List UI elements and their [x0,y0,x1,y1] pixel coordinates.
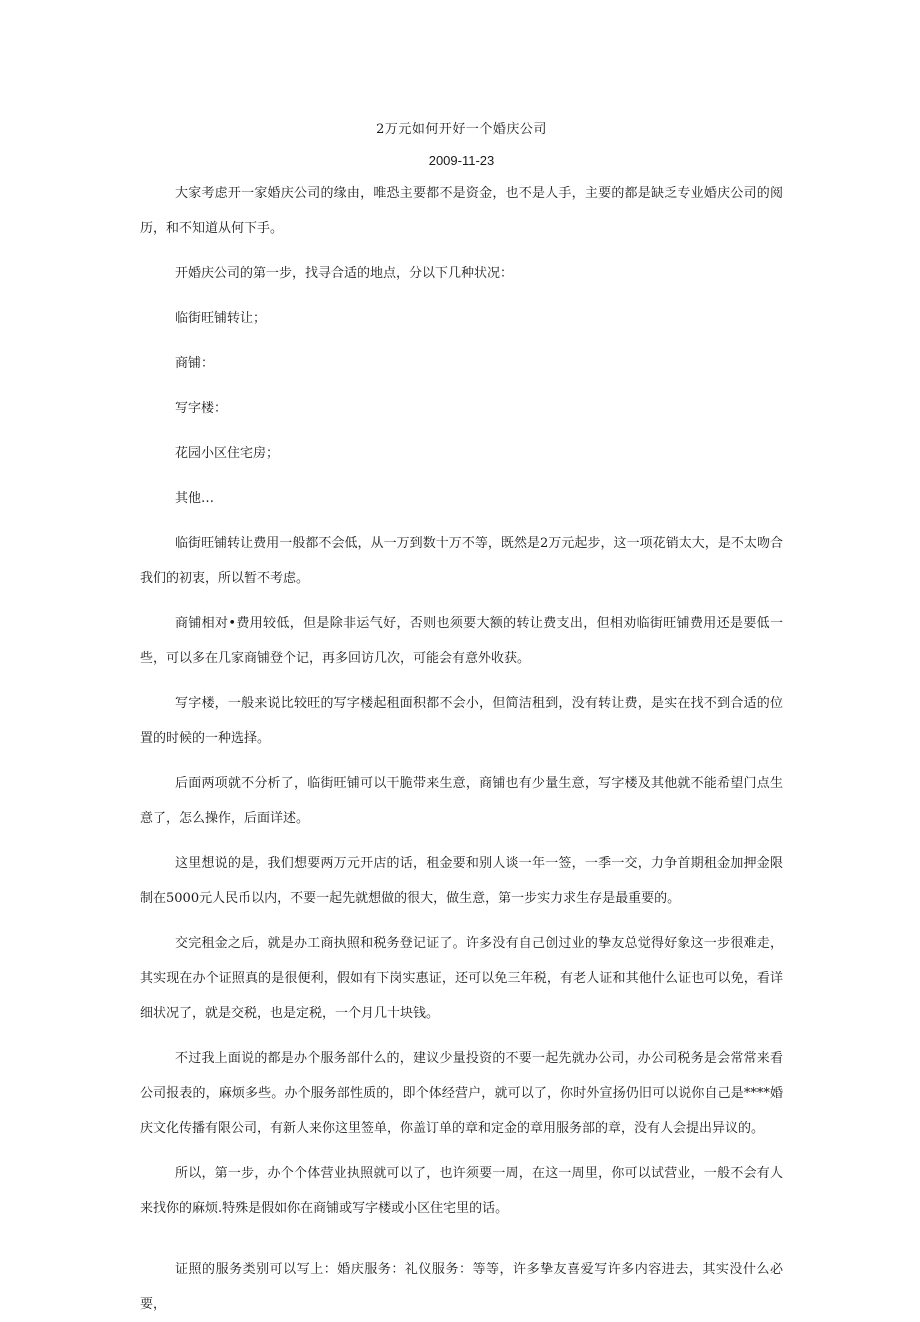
paragraph-rent: 这里想说的是，我们想要两万元开店的话，租金要和别人谈一年一签，一季一交，力争首期租金加押金限制在5000元人民币以内，不要一起先就想做的很大，做生意，第一步实力求生存是最重要的。 [140,856,783,906]
document-title: 2万元如何开好一个婚庆公司 [376,122,547,137]
document-page [140,118,783,1322]
paragraph-step-one: 开婚庆公司的第一步，找寻合适的地点，分以下几种状况： [175,266,514,281]
paragraph-service-category: 证照的服务类别可以写上：婚庆服务：礼仪服务：等等，许多挚友喜爱写许多内容进去，其实没什么必要， [140,1262,783,1312]
list-item-street-shop: 临街旺铺转让； [175,311,267,326]
paragraph-intro: 大家考虑开一家婚庆公司的缘由，唯恐主要都不是资金，也不是人手，主要的都是缺乏专业婚庆公司的阅历，和不知道从何下手。 [140,186,783,236]
document-date: 2009-11-23 [428,153,495,168]
paragraph-office: 写字楼，一般来说比较旺的写字楼起租面积都不会小，但简洁租到，没有转让费，是实在找不到合适的位置的时候的一种选择。 [140,696,783,746]
list-item-shop: 商铺： [175,356,215,371]
list-item-office: 写字楼： [175,401,228,416]
list-item-residential: 花园小区住宅房； [175,446,280,461]
paragraph-license: 交完租金之后，就是办工商执照和税务登记证了。许多没有自己创过业的挚友总觉得好象这一步很难走，其实现在办个证照真的是很便利，假如有下岗实惠证，还可以免三年税，有老人证和其他什么证也可以免，看详细状况了，就是交税，也是定税，一个月几十块钱。 [140,936,783,1021]
paragraph-service-dept: 不过我上面说的都是办个服务部什么的，建议少量投资的不要一起先就办公司，办公司税务是会常常来看公司报表的，麻烦多些。办个服务部性质的，即个体经营户，就可以了，你时外宣扬仍旧可以说你自己是****婚庆文化传播有限公司，有新人来你这里签单，你盖订单的章和定金的章用服务部的章，没有人会提出异议的。 [140,1051,783,1136]
paragraph-street-shop: 临街旺铺转让费用一般都不会低，从一万到数十万不等，既然是2万元起步，这一项花销太大，是不太吻合我们的初衷，所以暂不考虑。 [140,536,783,586]
paragraph-shop: 商铺相对•费用较低，但是除非运气好，否则也须要大额的转让费支出，但相劝临街旺铺费用还是要低一些，可以多在几家商铺登个记，再多回访几次，可能会有意外收获。 [140,616,783,666]
paragraph-step-summary: 所以，第一步，办个个体营业执照就可以了，也许须要一周，在这一周里，你可以试营业，一般不会有人来找你的麻烦.特殊是假如你在商铺或写字楼或小区住宅里的话。 [140,1166,783,1216]
list-item-other: 其他… [175,491,215,506]
paragraph-others: 后面两项就不分析了，临街旺铺可以干脆带来生意，商铺也有少量生意，写字楼及其他就不能希望门点生意了，怎么操作，后面详述。 [140,776,783,826]
